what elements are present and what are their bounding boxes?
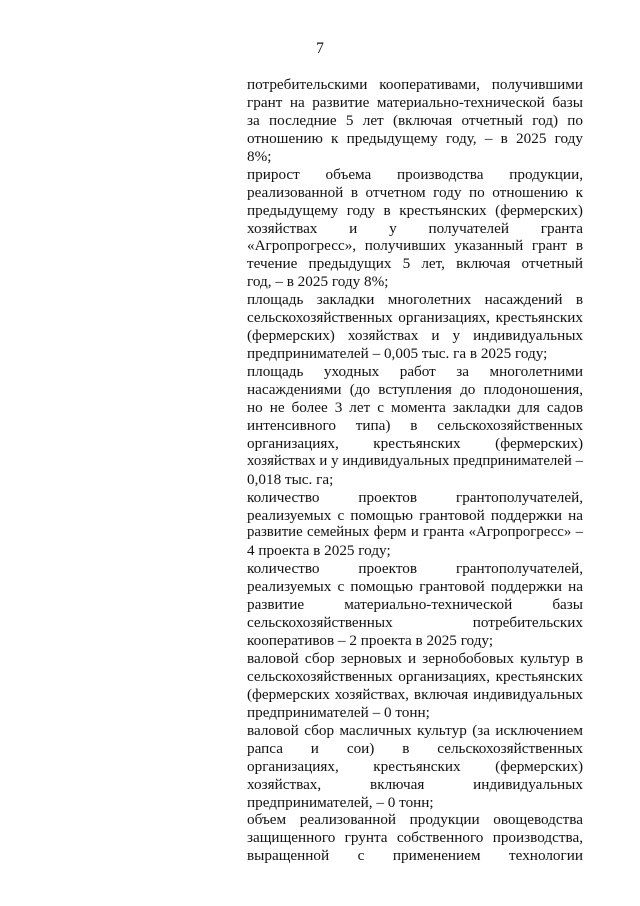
text-line: (фермерских хозяйствах, включая индивидуальных — [247, 685, 583, 703]
text-line: выращенной с применением технологии — [247, 847, 583, 865]
text-line: площадь закладки многолетних насаждений в — [247, 291, 583, 309]
text-line: 0,018 тыс. га; — [247, 470, 334, 488]
text-line: за последние 5 лет (включая отчетный год) по — [247, 111, 583, 129]
text-line: 8%; — [247, 147, 272, 165]
text-line: сельскохозяйственных организациях, крестьянских — [247, 667, 583, 685]
text-line: течение предыдущих 5 лет, включая отчетный — [247, 255, 583, 273]
text-line: «Агропрогресс», получивших указанный грант в — [247, 237, 583, 255]
text-line: год, – в 2025 году 8%; — [247, 273, 389, 291]
text-line: количество проектов грантополучателей, — [247, 560, 583, 578]
text-line: хозяйствах, включая индивидуальных — [247, 775, 583, 793]
text-line: реализуемых с помощью грантовой поддержки на — [247, 506, 583, 524]
text-line: но не более 3 лет с момента закладки для садов — [247, 398, 583, 416]
text-line: хозяйствах и у получателей гранта — [247, 219, 583, 237]
text-line: 4 проекта в 2025 году; — [247, 542, 391, 560]
text-line: кооперативов – 2 проекта в 2025 году; — [247, 632, 494, 650]
text-line: площадь уходных работ за многолетними — [247, 363, 583, 380]
text-line: реализуемых с помощью грантовой поддержки на — [247, 578, 583, 596]
text-line: прирост объема производства продукции, — [247, 165, 583, 183]
text-line: грант на развитие материально-технической базы — [247, 93, 583, 111]
document-body — [247, 76, 583, 865]
text-line: сельскохозяйственных потребительских — [247, 614, 583, 632]
text-line: защищенного грунта собственного производства, — [247, 829, 583, 847]
text-line: предпринимателей – 0 тонн; — [247, 703, 430, 721]
page-number: 7 — [316, 40, 324, 57]
text-line: интенсивного типа) в сельскохозяйственных — [247, 416, 583, 434]
text-line: потребительскими кооперативами, получившими — [247, 76, 583, 93]
text-line: объем реализованной продукции овощеводства — [247, 811, 583, 829]
text-line: рапса и сои) в сельскохозяйственных — [247, 739, 583, 757]
text-line: предпринимателей, – 0 тонн; — [247, 793, 434, 811]
text-line: отношению к предыдущему году, – в 2025 году — [247, 129, 583, 147]
text-line: (фермерских) хозяйствах и у индивидуальных — [247, 327, 583, 345]
text-line: организациях, крестьянских (фермерских) — [247, 757, 583, 775]
text-line: предпринимателей – 0,005 тыс. га в 2025 году; — [247, 345, 548, 363]
text-line: валовой сбор зерновых и зернобобовых культур в — [247, 650, 583, 667]
text-line: насаждениями (до вступления до плодоношения, — [247, 380, 583, 398]
text-line: развитие материально-технической базы — [247, 596, 583, 614]
text-line: сельскохозяйственных организациях, крестьянских — [247, 309, 583, 327]
text-line: хозяйствах и у индивидуальных предпринимателей – — [247, 452, 583, 469]
text-line: организациях, крестьянских (фермерских) — [247, 434, 583, 452]
text-line: реализованной в отчетном году по отношению к — [247, 183, 583, 201]
text-line: предыдущему году в крестьянских (фермерских) — [247, 201, 583, 219]
text-line: развитие семейных ферм и гранта «Агропрогресс» – — [247, 524, 583, 541]
text-line: валовой сбор масличных культур (за исключением — [247, 721, 583, 739]
text-line: количество проектов грантополучателей, — [247, 488, 583, 506]
